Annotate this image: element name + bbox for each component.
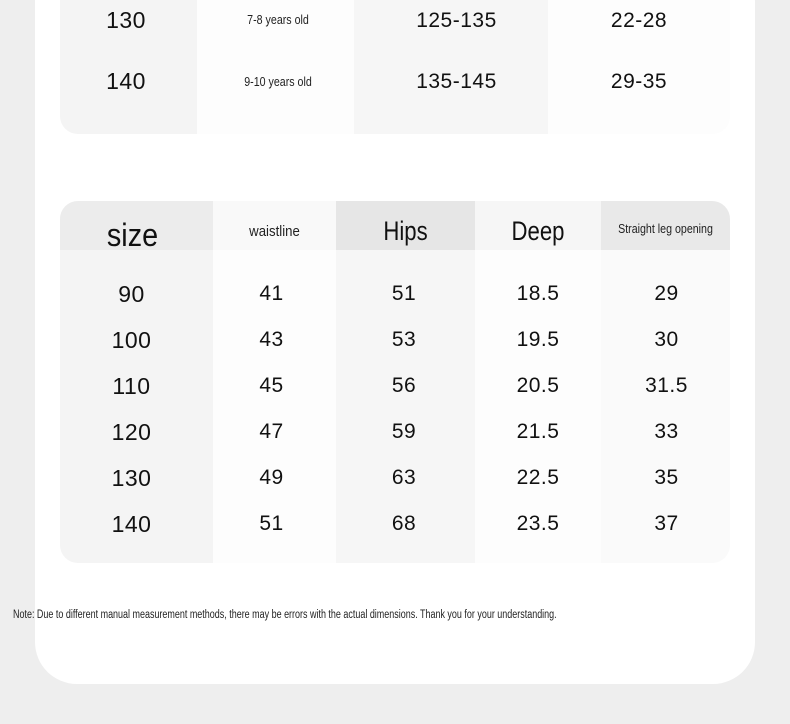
measurement-cell-leg: 30 bbox=[654, 328, 679, 351]
header-hips: Hips bbox=[383, 215, 428, 246]
measurement-cell-deep: 21.5 bbox=[516, 420, 560, 443]
age-row-height: 125-135 bbox=[416, 9, 497, 32]
header-leg-opening: Straight leg opening bbox=[618, 220, 713, 236]
age-row-age: 7-8 years old bbox=[247, 11, 309, 27]
measurement-cell-waistline: 41 bbox=[259, 282, 284, 305]
measurement-cell-size: 130 bbox=[111, 464, 152, 491]
measurement-cell-waistline: 43 bbox=[259, 328, 284, 351]
age-row-size: 130 bbox=[106, 6, 146, 33]
measurement-cell-leg: 35 bbox=[654, 466, 679, 489]
age-row-size: 140 bbox=[106, 67, 146, 94]
age-row-age: 9-10 years old bbox=[244, 73, 312, 89]
measurement-cell-hips: 53 bbox=[391, 328, 417, 351]
header-waistline: waistline bbox=[249, 222, 300, 240]
measurement-cell-size: 120 bbox=[111, 418, 152, 445]
measurement-cell-waistline: 47 bbox=[259, 420, 284, 443]
measurement-cell-hips: 51 bbox=[391, 282, 417, 305]
measurement-cell-waistline: 45 bbox=[259, 374, 284, 397]
header-deep: Deep bbox=[511, 215, 565, 246]
measurement-cell-deep: 18.5 bbox=[516, 282, 560, 305]
measurement-cell-waistline: 49 bbox=[259, 466, 284, 489]
measurement-cell-deep: 20.5 bbox=[516, 374, 560, 397]
measurement-cell-size: 110 bbox=[112, 372, 151, 399]
measurement-cell-size: 90 bbox=[118, 280, 145, 307]
measurement-note: Note: Due to different manual measurement methods, there may be errors with the actual dimensions. Thank you for your understanding. bbox=[13, 609, 557, 621]
measurement-cell-hips: 56 bbox=[391, 374, 417, 397]
measurement-cell-leg: 33 bbox=[654, 420, 679, 443]
age-row-height: 135-145 bbox=[416, 70, 497, 93]
measurement-cell-deep: 23.5 bbox=[516, 512, 560, 535]
measurement-cell-waistline: 51 bbox=[259, 512, 284, 535]
measurement-cell-deep: 22.5 bbox=[516, 466, 560, 489]
measurement-cell-size: 100 bbox=[111, 326, 152, 353]
measurement-cell-leg: 29 bbox=[654, 282, 679, 305]
measurement-table bbox=[60, 201, 730, 563]
header-size: size bbox=[106, 216, 159, 253]
measurement-cell-hips: 59 bbox=[391, 420, 417, 443]
measurement-cell-deep: 19.5 bbox=[516, 328, 560, 351]
measurement-cell-leg: 37 bbox=[654, 512, 679, 535]
measurement-cell-hips: 68 bbox=[391, 512, 417, 535]
age-row-weight: 29-35 bbox=[610, 70, 668, 93]
size-age-table bbox=[60, 0, 730, 134]
age-row-weight: 22-28 bbox=[610, 9, 668, 32]
measurement-cell-hips: 63 bbox=[391, 466, 417, 489]
measurement-cell-leg: 31.5 bbox=[645, 374, 688, 397]
measurement-cell-size: 140 bbox=[111, 510, 152, 537]
